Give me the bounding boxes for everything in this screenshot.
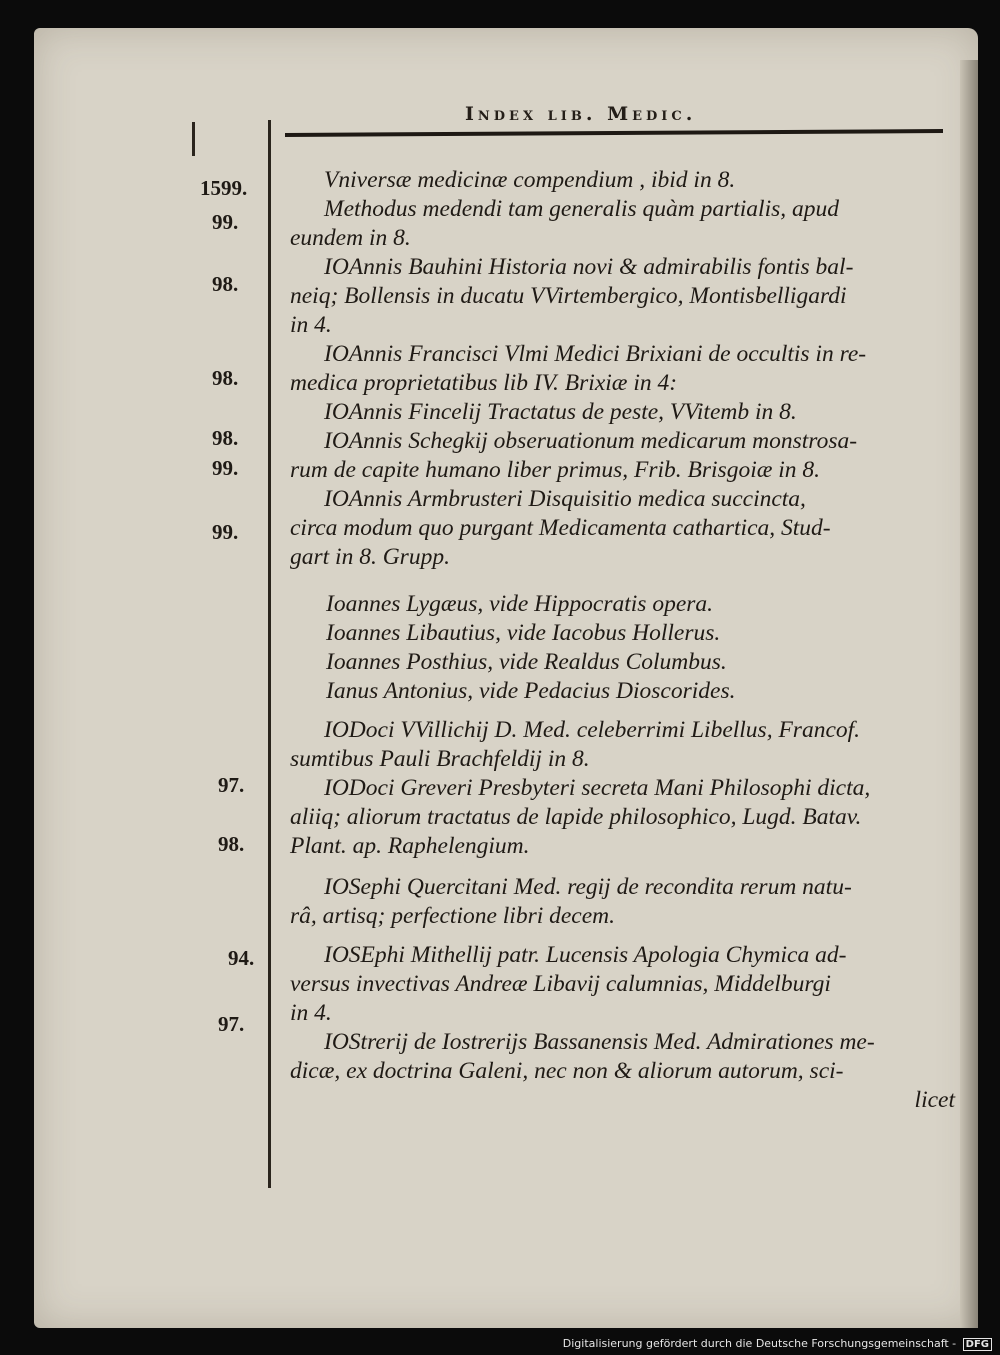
- entry-line: Methodus medendi tam generalis quàm partialis, apud: [324, 196, 840, 222]
- entry-strerii: [290, 1028, 955, 1115]
- footer-text: Digitalisierung gefördert durch die Deutsche Forschungsgemeinschaft -: [562, 1337, 957, 1350]
- entry-line: IODoci VVillichij D. Med. celeberrimi Libellus, Francof.: [324, 717, 861, 743]
- margin-year: 97.: [218, 1012, 245, 1036]
- entry-line: dicæ, ex doctrina Galeni, nec non & aliorum autorum, sci-: [290, 1058, 844, 1084]
- margin-year: 99.: [212, 210, 239, 234]
- entry-line: IOSephi Quercitani Med. regij de recondita rerum natu-: [324, 874, 852, 900]
- spacer: [290, 861, 955, 873]
- entry-quercitani: [290, 873, 955, 931]
- entry-line: sumtibus Pauli Brachfeldij in 8.: [290, 746, 590, 772]
- entry-line: circa modum quo purgant Medicamenta cathartica, Stud-: [290, 515, 831, 541]
- margin-year: 99.: [212, 520, 239, 544]
- page-edge: [960, 60, 978, 1328]
- margin-year: 97.: [218, 773, 245, 797]
- margin-year: 1599.: [200, 176, 248, 200]
- entry-bauhini: [290, 253, 955, 340]
- catchword: licet: [914, 1087, 955, 1113]
- margin-year: 98.: [212, 426, 239, 450]
- running-head: Index lib. Medic.: [465, 103, 697, 125]
- entry-line: gart in 8. Grupp.: [290, 544, 450, 570]
- entry-armbrusteri: [290, 485, 955, 572]
- entry-line: IOSEphi Mithellij patr. Lucensis Apologia Chymica ad-: [324, 942, 847, 968]
- margin-year: 94.: [228, 946, 255, 970]
- cross-reference: Ianus Antonius, vide Pedacius Dioscorides.: [326, 678, 736, 704]
- entry-line: medica proprietatibus lib IV. Brixiæ in 4:: [290, 370, 678, 396]
- margin-tick: [192, 122, 195, 156]
- entry-line: neiq; Bollensis in ducatu VVirtembergico, Montisbelligardi: [290, 283, 847, 309]
- margin-year: 98.: [218, 832, 245, 856]
- spacer: [290, 706, 955, 716]
- entry-ulmi: [290, 340, 955, 398]
- entry-line: IOAnnis Fincelij Tractatus de peste, VVitemb in 8.: [324, 399, 797, 425]
- entry-line: versus invectivas Andreæ Libavij calumnias, Middelburgi: [290, 971, 831, 997]
- entry-line: IOStrerij de Iostrerijs Bassanensis Med. Admirationes me-: [324, 1029, 875, 1055]
- entry-willichii: [290, 716, 955, 774]
- entry-methodus: [290, 195, 955, 253]
- margin-year: 98.: [212, 272, 239, 296]
- entry-line: IOAnnis Bauhini Historia novi & admirabilis fontis bal-: [324, 254, 854, 280]
- cross-reference: Ioannes Libautius, vide Iacobus Hollerus.: [326, 620, 721, 646]
- entry-line: in 4.: [290, 1000, 332, 1026]
- entry-line: IOAnnis Francisci Vlmi Medici Brixiani de occultis in re-: [324, 341, 867, 367]
- entry-line: Plant. ap. Raphelengium.: [290, 833, 530, 859]
- margin-year: 98.: [212, 366, 239, 390]
- cross-reference: Ioannes Posthius, vide Realdus Columbus.: [326, 649, 727, 675]
- spacer: [290, 572, 955, 590]
- entry-line: in 4.: [290, 312, 332, 338]
- entry-universae: [290, 166, 955, 195]
- entry-line: rum de capite humano liber primus, Frib. Brisgoiæ in 8.: [290, 457, 821, 483]
- cross-references: [290, 590, 955, 706]
- entry-line: aliiq; aliorum tractatus de lapide philosophico, Lugd. Batav.: [290, 804, 862, 830]
- entry-line: Vniversæ medicinæ compendium , ibid in 8.: [324, 167, 736, 193]
- spacer: [290, 931, 955, 941]
- entry-fincelii: [290, 398, 955, 427]
- digitization-footer: [563, 1337, 992, 1351]
- entry-greveri: [290, 774, 955, 861]
- dfg-logo: DFG: [963, 1338, 992, 1351]
- entry-schegkii: [290, 427, 955, 485]
- entry-line: râ, artisq; perfectione libri decem.: [290, 903, 616, 929]
- margin-rule: [268, 120, 271, 1188]
- margin-year: 99.: [212, 456, 239, 480]
- entry-line: IOAnnis Armbrusteri Disquisitio medica succincta,: [324, 486, 806, 512]
- index-entries: [290, 166, 955, 1115]
- entry-line: IOAnnis Schegkij obseruationum medicarum monstrosa-: [324, 428, 858, 454]
- entry-mithellii: [290, 941, 955, 1028]
- entry-line: IODoci Greveri Presbyteri secreta Mani Philosophi dicta,: [324, 775, 871, 801]
- cross-reference: Ioannes Lygæus, vide Hippocratis opera.: [326, 591, 714, 617]
- entry-line: eundem in 8.: [290, 225, 411, 251]
